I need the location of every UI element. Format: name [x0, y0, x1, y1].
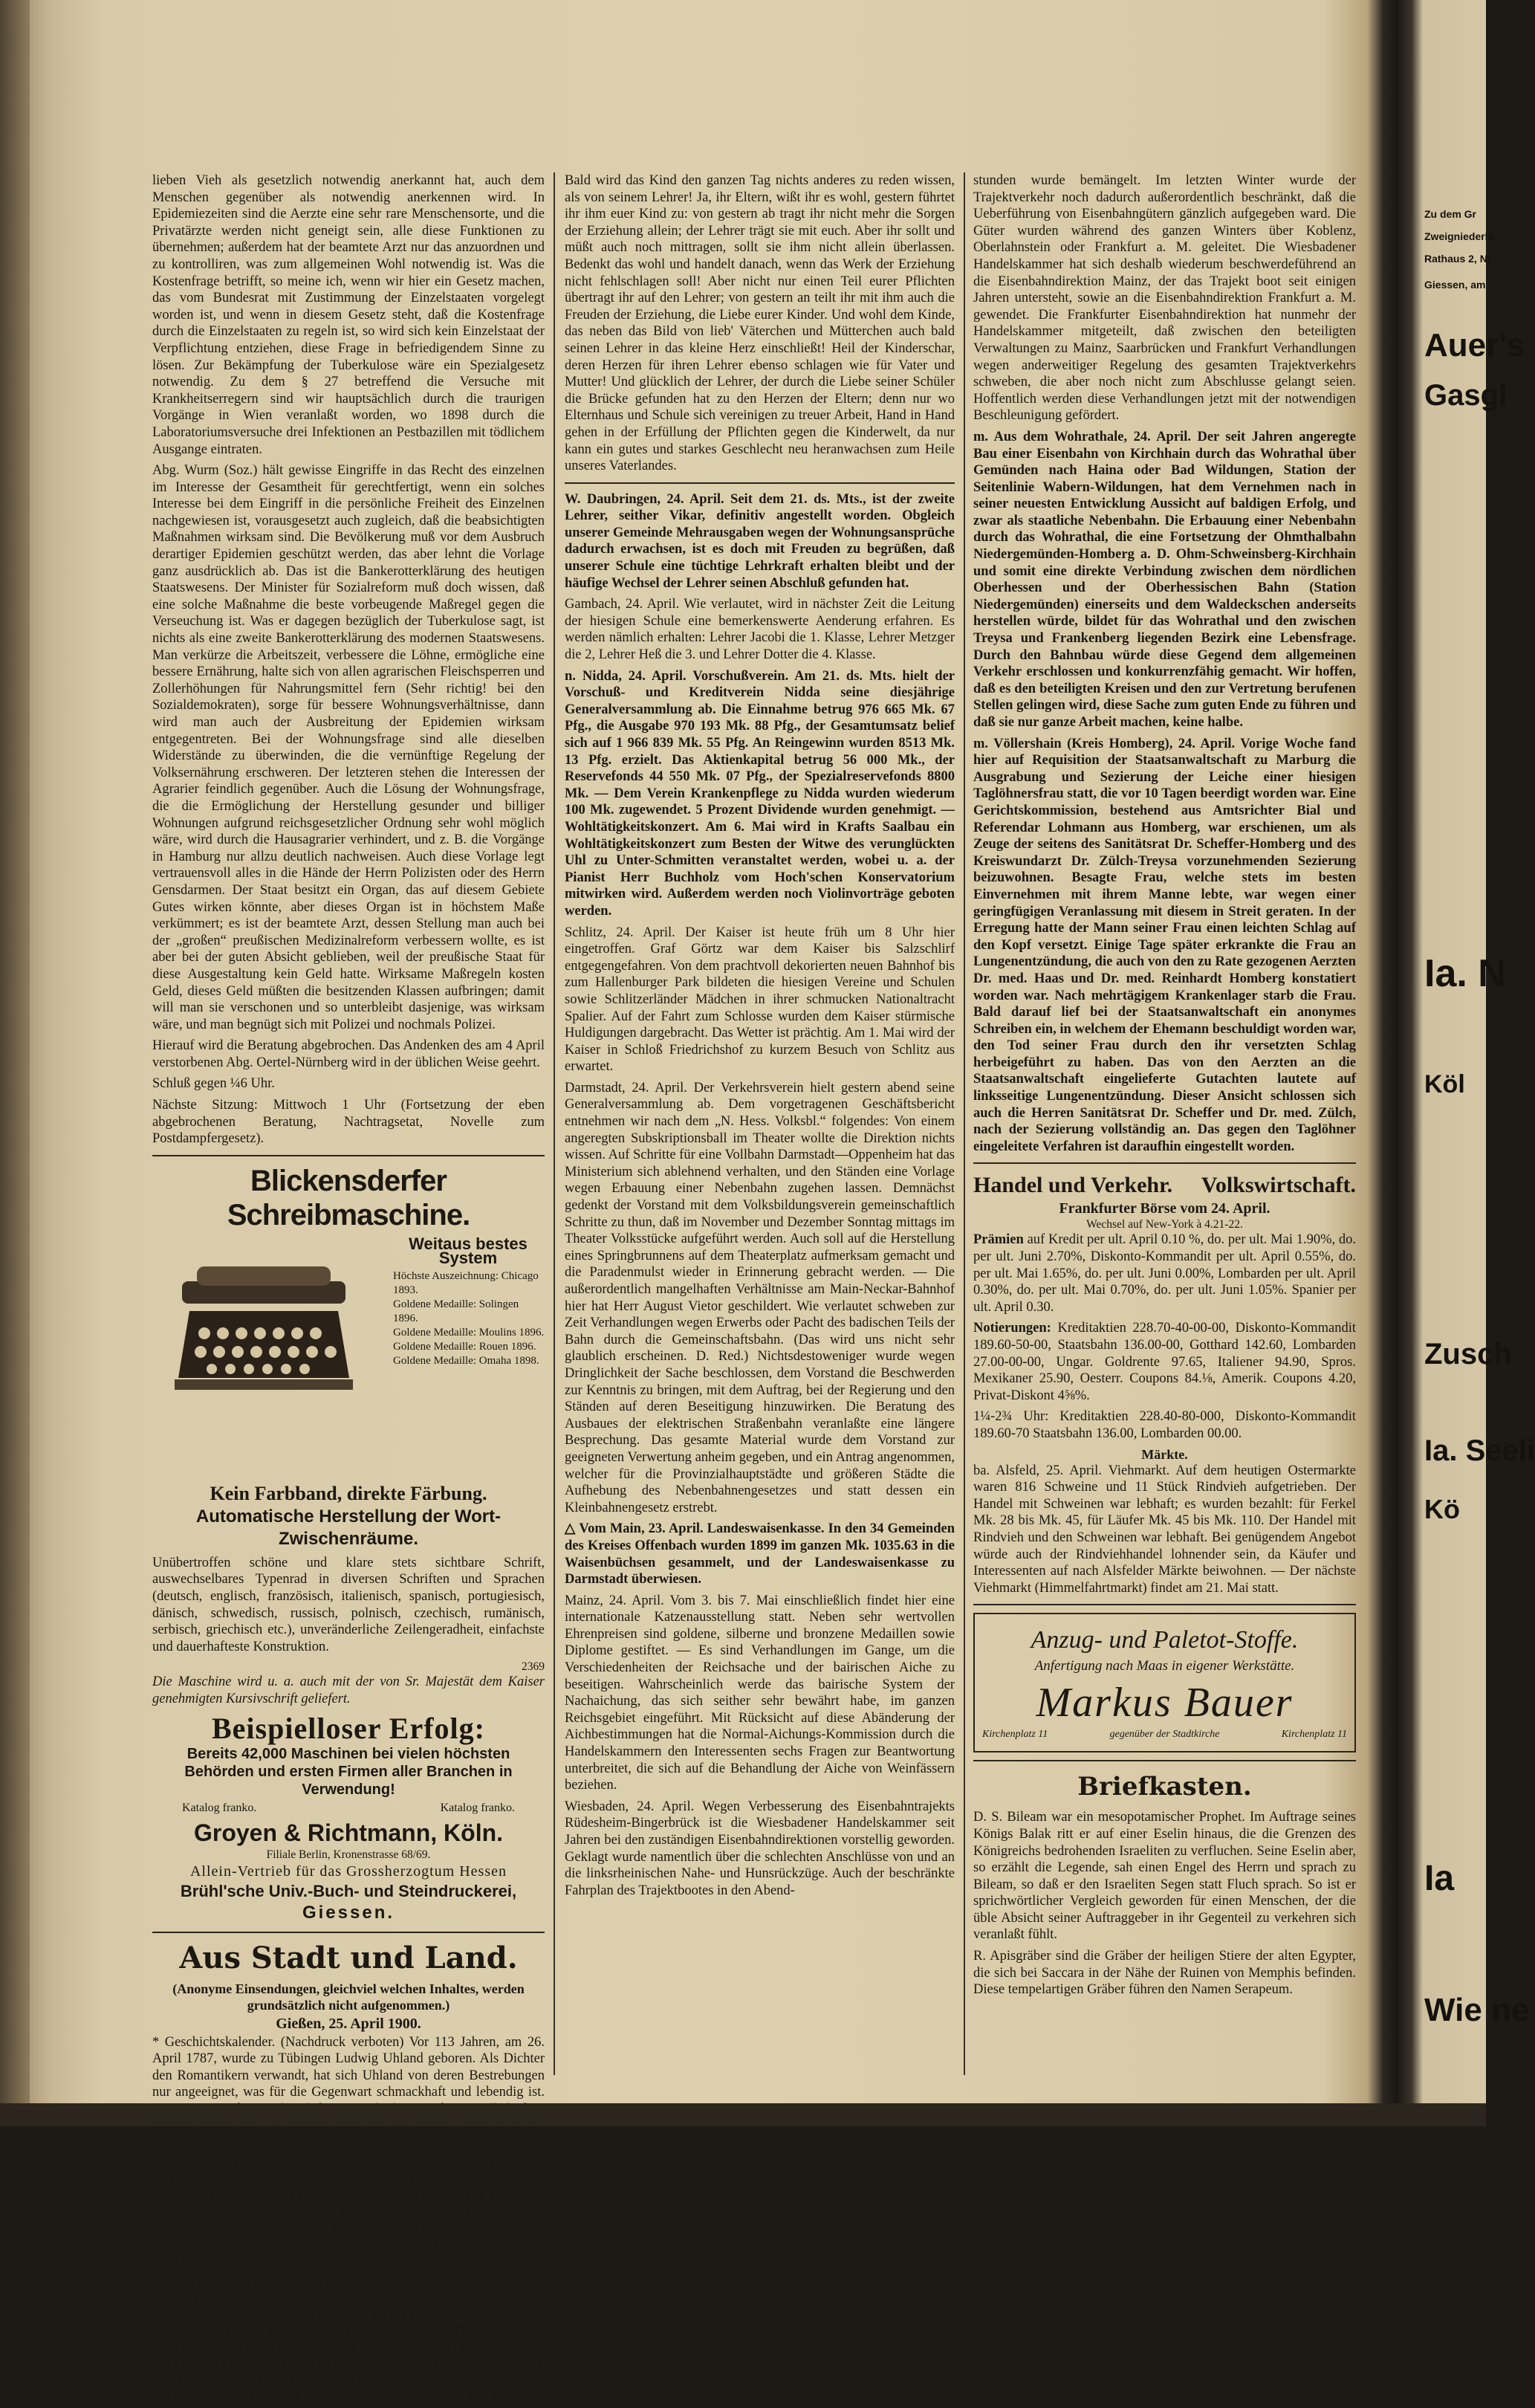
notierungen-heading: Notierungen: — [973, 1321, 1051, 1336]
ad2-name: Markus Bauer — [1036, 1680, 1294, 1726]
ad-line-farbband: Kein Farbband, direkte Färbung. — [210, 1482, 487, 1504]
advertisement-blickensderfer — [152, 1164, 545, 1924]
medal-item: Höchste Auszeichnung: Chicago 1893. — [393, 1269, 539, 1296]
edge-fragment: Köl — [1424, 1070, 1465, 1098]
section-header-handel — [973, 1171, 1356, 1200]
section-title-stadt-land: Aus Stadt und Land. — [179, 1940, 518, 1975]
ad-giessen: Giessen. — [302, 1902, 395, 1923]
ad-kaiser-note: Die Maschine wird u. a. auch mit der von Sr. Majestät dem Kaiser genehmigten Kursivschrift geliefert. — [152, 1674, 545, 1706]
ad-katalog-right: Katalog franko. — [440, 1801, 515, 1814]
article-wiesbaden: Wiesbaden, 24. April. Wegen Verbesserung des Eisenbahntrajekts Rüdesheim-Bingerbrück ist die Wiesbadener Handelskammer seit Jahren bei den zuständigen Eisenbahndirektionen vorstellig geworden. Geklagt wurde namentlich über die schlechten Anschlüsse von und an die linksrheinischen Nahe- und Hunsrückzüge. Auch der beschränkte Fahrplan des Trajektbootes in den Abend- — [565, 1799, 955, 1898]
medals-list — [390, 1234, 546, 1368]
briefkasten-answer-1: D. S. Bileam war ein mesopotamischer Prophet. Im Auftrage seines Königs Balak ritt er auf einer Eselin hinaus, die die Grenzen des Königreichs bedrohenden Israeliten zu verfluchen. Seine Eselin aber, so erzählt die Legende, sah einen Engel des Herrn und sprach zu Bileam, so daß er den Israeliten Segen statt Fluch sprach. So ist er sprichwörtlicher Vergleich geworden für einen Menschen, der die üble Absicht seiner Auftraggeber in ihr Gegenteil zu verkehren sich veranlaßt fühlt. — [973, 1810, 1356, 1943]
scan-bottom-border — [0, 2103, 1486, 2126]
ad-maschinen-count: Bereits 42,000 Maschinen bei vielen höchsten Behörden und ersten Firmen aller Branchen in Verwendung! — [184, 1745, 513, 1798]
section-dateline: Gießen, 25. April 1900. — [276, 2015, 421, 2032]
column-rule — [554, 172, 555, 2075]
maerkte-heading: Märkte. — [1141, 1446, 1188, 1462]
edge-fragment: Ia — [1424, 1859, 1455, 1898]
advertisement-markus-bauer — [973, 1613, 1356, 1752]
ad-vertrieb: Allein-Vertrieb für das Grossherzogtum Hessen — [189, 1862, 507, 1880]
edge-fragment: Kö — [1424, 1494, 1460, 1524]
edge-fragment: Auer's — [1424, 327, 1525, 363]
article-daubringen: W. Daubringen, 24. April. Seit dem 21. ds. Mts., ist der zweite Lehrer, seither Vikar, definitiv angestellt worden. Obgleich unserer Gemeinde Mehrausgaben wegen der Wohnungsansprüche dadurch erwachsen, ist es doch mit Freuden zu begrüßen, daß unserer Schule eine tüchtige Lehrkraft erhalten bleibt und der häufige Wechsel der Lehrer seinen Abschluß gefunden hat. — [565, 491, 955, 591]
wechsel-line: Wechsel auf New-York à 4.21-22. — [1086, 1218, 1243, 1231]
article-wiesbaden-continued: stunden wurde bemängelt. Im letzten Winter wurde der Trajektverkehr noch dadurch außerordentlich beschränkt, daß die Ueberführung von Eisenbahngütern gänzlich aufgegeben ward. Die Güter wurden während des ganzen Winters über Koblenz, Oberlahnstein oder Frankfurt a. M. geleitet. Die Wiesbadener Handelskammer hat sich deshalb wiederum beschwerdeführend an die Eisenbahndirektion Mainz, der das Trajekt boot seit einigen Jahren untersteht, sowie an die Eisenbahndirektion Frankfurt a. M. gewendet. Die Frankfurter Eisenbahndirektion hat nunmehr der Handelskammer mitgeteilt, daß zwischen den beteiligten Verwaltungen zu Mainz, Saarbrücken und Frankfurt Verhandlungen wegen anderweitiger Regelung des gesamten Trajektverkehrs schweben, die aber noch nicht zum Abschlusse gelangt seien. Hoffentlich werden diese Verhandlungen jetzt mit der notwendigen Beschleunigung gefördert. — [973, 173, 1356, 424]
ad-filiale: Filiale Berlin, Kronenstrasse 68/69. — [266, 1848, 431, 1861]
article-schulgang-continued: Bald wird das Kind den ganzen Tag nichts anderes zu reden wissen, als von seinem Lehrer! Ja, ihr Eltern, wißt ihr es wohl, gestern führtet ihr ihm euer Kind zu: von gestern ab tragt ihr nicht mehr die Sorgen der Erziehung allein; der Lehrer trägt sie mit euch. Aber ihr sollt und müßt auch noch mittragen, sollt sie ihm nicht allein überlassen. Bedenkt das wohl und handelt danach, wenn das Werk der Erziehung nicht fehlschlagen soll! Aber nicht nur einen Teil eurer Pflichten übertragt ihr auf den Lehrer; von gestern an teilt ihr mit ihm auch die Freuden der Erziehung, die Liebe eurer Kinder. Und wohl dem Kinde, das neben das Bild von lieb' Väterchen und Mütterchen auch bald seinen Lehrer in das kleine Herz einschließt! Heil der Kinderschar, deren Herzen für ihren Lehrer ebenso schlagen wie für Vater und Mutter! Und glücklich der Lehrer, der durch die Liebe seiner Schüler die Brücke gefunden hat zu den Herzen der Eltern; denn nur wo Elternhaus und Schule sich vereinigen zu treuer Arbeit, Hand in Hand gehen in der Erfüllung der Pflichten gegen die Kinderwelt, da nur kann ein gutes und starkes Geschlecht neu heranwachsen zum Heile unseres Vaterlandes. — [565, 173, 955, 474]
ad2-address-left: Kirchenplatz 11 — [982, 1729, 1048, 1741]
edge-fragment: Rathaus 2, Nr — [1424, 253, 1492, 265]
column-rule — [964, 172, 965, 2075]
notierungen-afternoon: 1¼-2¾ Uhr: Kreditaktien 228.40-80-000, Diskonto-Kommandit 189.60-70 Staatsbahn 136.00, Lombarden 00.00. — [973, 1409, 1356, 1441]
notierungen-text: Kreditaktien 228.70-40-00-00, Diskonto-Kommandit 189.60-50-00, Staatsbahn 136.00-00, Gotthard 142.60, Lombarden 27.00-00-00, Ungar. Goldrente 97.65, Italiener 94.90, Spros. Mexikaner 25.90, Oesterr. Coupons 84.⅛, Amerik. Coupons 4.20, Privat-Diskont 4⅝%. — [973, 1321, 1357, 1403]
ad-erfolg: Beispielloser Erfolg: — [212, 1711, 485, 1745]
edge-fragment: Zweigniederla — [1424, 230, 1494, 242]
praemien-heading: Prämien — [973, 1232, 1024, 1248]
article-paragraph-beratung: Hierauf wird die Beratung abgebrochen. Das Andenken des am 4 April verstorbenen Abg. Oertel-Nürnberg wird in der üblichen Weise geehrt. — [152, 1038, 545, 1070]
ad2-address-middle: gegenüber der Stadtkirche — [1109, 1729, 1220, 1741]
ad2-subtitle: Anfertigung nach Maas in eigener Werkstätte. — [1034, 1658, 1295, 1674]
column-middle — [565, 172, 955, 2075]
medal-item: Goldene Medaille: Rouen 1896. — [393, 1340, 536, 1353]
section-title-briefkasten: Briefkasten. — [1077, 1772, 1252, 1802]
edge-fragment: Wie ne — [1424, 1992, 1530, 2028]
section-title-handel: Handel und Verkehr. — [973, 1173, 1173, 1198]
article-gambach: Gambach, 24. April. Wie verlautet, wird in nächster Zeit die Leitung der hiesigen Schule eine bemerkenswerte Aenderung erfahren. Es werden nämlich erhalten: Lehrer Jacobi die 1. Klasse, Lehrer Metzger die 2, Lehrer Heß die 3. und Lehrer Dotter die 4. Klasse. — [565, 597, 955, 663]
article-paragraph-naechste-sitzung: Nächste Sitzung: Mittwoch 1 Uhr (Fortsetzung der eben abgebrochenen Beratung, Nachtragsetat, Novelle zum Postdampfergesetz). — [152, 1098, 545, 1147]
ad-bruehl: Brühl'sche Univ.-Buch- und Steindruckerei, — [180, 1881, 517, 1900]
article-paragraph-schluss: Schluß gegen ¼6 Uhr. — [152, 1076, 275, 1092]
ad2-address-row — [982, 1729, 1347, 1741]
praemien-text: auf Kredit per ult. April 0.10 %, do. per ult. Mai 1.90%, do. per ult. Juni 2.70%, Diskonto-Kommandit per ult. April 0.55%, do. per ult. Mai 1.65%, do. per ult. Juni 0.00%, Lombarden per ult. April 0.30%, do. per ult. Mai 0.70%, do. per ult. Juni 1.05%. Spanier per ult. April 0.30. — [973, 1232, 1357, 1315]
briefkasten-answer-2: R. Apisgräber sind die Gräber der heiligen Stiere der alten Egypter, die sich bei Saccara in der Nähe der Ruinen von Memphis befinden. Diese tempelartigen Gräber führen den Namen Serapeum. — [973, 1949, 1356, 1998]
ad-firm-name: Groyen & Richtmann, Köln. — [193, 1819, 504, 1846]
ad-code: 2369 — [522, 1660, 545, 1674]
article-schulgang: ** Des Kindes erster Schulgang! Gestern traten wieder viele kleine Erdenbürger die Reise in eine neue Welt an. Geführt von treuer Elternhand, kam der kleine Knabe, das kleine Mädchen zum erstenmale in die Schule, in das Haus, das acht lange Jahre das Ziel seiner täglichen Wanderungen bleiben soll. Mit welchen Gefühlen bange Scheu oder kindlichen Stolzes schritten die kleinen neben Vater oder Mutter einher! Wie blickten die weitgeöffneten Kinderaugen sich fragend um im Schulsaale, wo die Aufnahme stattfand, wie ruhten die Blicke forschend auf dem Antlitz des Lehrers, der sie in das neue Heim, in das Klassenzimmer führte! Der Lehrer! Das ist also der Mann, von dem die Eltern so oft gesprochen, dieses Gesichter so oft erzählt, mit dem die Kindermädchen nur so oft gedroht haben? So also sieht er aus! Ob er wohl böse ist? Gestern noch nicht! Also warten wir. Wie bald aber wird das Füßchen nicht schnell genug zu ihm trippeln, das Händchen nicht schnell genug sich ihm entgegenstrecken können! — [152, 2156, 545, 2407]
divider — [152, 1932, 545, 1933]
edge-fragment: Zu dem Gr — [1424, 208, 1477, 220]
divider — [565, 482, 955, 484]
boerse-heading: Frankfurter Börse vom 24. April. — [1059, 1200, 1270, 1217]
article-paragraph-wurm: Abg. Wurm (Soz.) hält gewisse Eingriffe in das Recht des einzelnen im Interesse der Gesamtheit für gerechtfertigt, wenn ein solches Interesse bei dem Eingriff in die persönliche Freiheit des Einzelnen nachgewiesen ist, vorausgesetzt auch zugleich, daß die beabsichtigten Maßnahmen wirksam sind. Die Bevölkerung muß vor dem Ausbruch derartiger Epidemien geschützt werden, das aber lehnt die Vorlage ganz ausdrücklich ab. Das ist die Bankerotterklärung des heutigen Staatswesens. Der Minister für Sozialreform muß doch wissen, daß eine solche Maßnahme die beste vorbeugende Maßregel gegen die Verseuchung ist. Was er dagegen bezüglich der Tuberkulose sagt, ist nichts als eine zweite Bankerotterklärung des modernen Staatswesens. Man verkürze die Arbeitszeit, verbessere die Löhne, ermögliche eine bessere Ernährung, halte sich von allen agrarischen Fleischsperren und Zollerhöhungen für Nahrungsmittel fern (Sehr richtig! bei den Sozialdemokraten), sorge für bessere Wohnungsverhältnisse, dann wird man auch der Ausbreitung der Epidemien wirksam entgegentreten. Bei der Wohnungsfrage sind alle dieselben Widerstände zu überwinden, die die vernünftige Regelung der Volksernährung erschweren. Der letzteren stehen die Interessen der Agrarier feindlich gegenüber. Auch die Lösung der Wohnungsfrage, die die Ermöglichung der Herstellung gesunder und billiger Wohnungen aufgrund reichsgesetzlicher Ordnung sehr wohl möglich wäre, wird durch die Hausagrarier verhindert, und z. B. die Vorgänge in Hamburg nur allzu deutlich nachweisen. Auch diese Vorlage legt vertrauensvoll alles in die Hände der Herrn Polizisten oder des Herrn Gensdarmen. Der Staat besitzt ein Organ, das auf diesem Gebiete Gutes wirken könnte, aber dieses Organ ist in höchstem Maße verkümmert; es ist der beamtete Arzt, dessen Stellung man auch bei der „großen“ preußischen Medizinalreform verbessern wollte, es ist aber bei der guten Absicht geblieben, weil der preußische Staat für diese Ausgestaltung kein Geld hatte. Wirksame Maßregeln kosten Geld, dieses Geld müßten die besitzenden Klassen aufbringen; damit will man sie verschonen und so unterbleibt dasjenige, was wirksam wäre, und man begnügt sich mit Polizei und nochmals Polizei. — [152, 463, 545, 1032]
article-geschichtskalender: * Geschichtskalender. (Nachdruck verboten) Vor 113 Jahren, am 26. April 1787, wurde zu Tübingen Ludwig Uhland geboren. Als Dichter den Romantikern verwandt, hat sich Uhland von deren Bestrebungen nur angeeignet, was für die Gegenwart schmackhaft und lebendig ist. Vaterstadt. — [152, 2034, 545, 2151]
article-reichstag-continued: lieben Vieh als gesetzlich notwendig anerkannt hat, auch dem Menschen gegenüber als notwendig anerkennen wird. In Epidemiezeiten sind die Aerzte eine sehr rare Menschensorte, und die Privatärzte werden nicht geneigt sein, alle diese Funktionen zu übernehmen; außerdem hat der beamtete Arzt nur das anzuordnen und zu kontrolliren, was zum allgemeinen Wohl notwendig ist. Was die Kostenfrage betrifft, so meine ich, wenn wir hier ein Gesetz machen, das vom Bundesrat mit Zustimmung der Einzelstaaten vorgelegt worden ist, und wenn in diesem Gesetz steht, daß die Kostenfrage durch die Einzelstaaten zu regeln ist, so wird sich kein Einzelstaat der Verpflichtung entziehen, diese Frage in befriedigendem Sinne zu lösen. Zur Bekämpfung der Tuberkulose wäre ein Spezialgesetz notwendig. Zu dem § 27 betreffend die Versuche mit Krankheitserregern sind wir hauptsächlich durch die traurigen Vorgänge in Wien veranlaßt worden, wo 1898 durch die Laboratoriumsversuche drei Infektionen an Pestbazillen mit tödlichem Ausgange eintraten. — [152, 173, 545, 457]
medal-item: Goldene Medaille: Solingen 1896. — [393, 1298, 519, 1324]
book-gutter-left — [0, 0, 30, 2126]
edge-fragment: Gasgl — [1424, 379, 1508, 412]
divider — [973, 1162, 1356, 1164]
article-nidda: n. Nidda, 24. April. Vorschußverein. Am 21. ds. Mts. hielt der Vorschuß- und Kreditverein Nidda seine diesjährige Generalversammlung ab. Die Einnahme betrug 976 665 Mk. 67 Pfg., die Ausgabe 970 193 Mk. 88 Pfg., der Gesamtumsatz belief sich auf 1 966 839 Mk. 55 Pfg. An Reingewinn wurden 8513 Mk. 13 Pfg. erzielt. Das Aktienkapital betrug 56 000 Mk., der Reservefonds 44 550 Mk. 07 Pfg., der Spezialreservefonds 8800 Mk. — Dem Verein Krankenpflege zu Nidda wurden wiederum 100 Mk. zugewendet. 5 Prozent Dividende wurden genehmigt. — Wohltätigkeitskonzert. Am 6. Mai wird in Krafts Saalbau ein Wohltätigkeitskonzert zum Besten der Witwe des verunglückten Uhl zu Unter-Schmitten veranstaltet werden, wobei u. a. der Pianist Herr Buchholz vom Hoch'schen Konservatorium mitwirken wird. Außerdem werden noch Violinvorträge geboten werden. — [565, 668, 955, 919]
medal-item: Goldene Medaille: Moulins 1896. — [393, 1326, 545, 1339]
column-right — [973, 172, 1356, 2075]
article-vom-main: △ Vom Main, 23. April. Landeswaisenkasse. In den 34 Gemeinden des Kreises Offenbach wurden 1899 im ganzen Mk. 1035.63 in die Waisenbüchsen gesammelt, und der Landeswaisenkasse zu Darmstadt überwiesen. — [565, 1521, 955, 1587]
ad-line-automatic: Automatische Herstellung der Wort-Zwischenräume. — [195, 1506, 502, 1549]
typewriter-illustration — [167, 1252, 360, 1415]
section-note: (Anonyme Einsendungen, gleichviel welchen Inhaltes, werden grundsätzlich nicht aufgenommen.) — [172, 1981, 525, 2013]
praemien-block — [973, 1231, 1356, 1315]
medal-item: Goldene Medaille: Omaha 1898. — [393, 1354, 539, 1367]
maerkte-text: ba. Alsfeld, 25. April. Viehmarkt. Auf dem heutigen Ostermarkte waren 816 Schweine und 11 Stück Rindvieh aufgetrieben. Der Handel mit Schweinen war lebhaft; es wurden bezahlt: für Ferkel Mk. 28 bis Mk. 45, für Läufer Mk. 45 bis Mk. 110. Der Handel mit Rindvieh und den Schweinen war lebhaft. Bei genügendem Angebot würde auch der Rindviehhandel lohnender sein, da Käufer und Interessenten auf nach Alsfelder Märkte beiwohnen. — Der nächste Viehmarkt (Himmelfahrtmarkt) findet am 21. Mai statt. — [973, 1463, 1356, 1596]
edge-fragment: Ia. Seeli — [1424, 1434, 1535, 1467]
divider — [152, 1155, 545, 1156]
article-voellershain: m. Völlershain (Kreis Homberg), 24. April. Vorige Woche fand hier auf Requisition der Staatsanwaltschaft zu Marburg die Ausgrabung und Sezierung der Leiche einer hiesigen Taglöhnersfrau statt, die vor 10 Tagen beerdigt worden war. Eine Gerichtskommission, bestehend aus Amtsrichter Bial und Referendar Lohmann aus Homberg, war erschienen, um als Zeuge der seitens des Sanitätsrat Dr. Scheffer-Homberg und des Kreiswundarzt Dr. Zülch-Treysa vorzunehmenden Sezierung beizuwohnen. Besagte Frau, welche stets im besten Einvernehmen mit ihrem Manne lebte, war wegen einer geringfügigen Veranlassung mit diesem in Streit geraten. In der Erregung hatte der Mann seiner Frau einen leichten Schlag auf den Kopf versetzt. Einige Tage später erkrankte die Frau an Lungenentzündung, die auch von den zu Rate gezogenen Aerzten Dr. med. Haas und Dr. med. Reinhardt Homberg konstatiert worden war. Nach mehrtägigem Krankenlager starb die Frau. Bald darauf lief bei der Staatsanwaltschaft ein anonymes Schreiben ein, in welchem der Ehemann beschuldigt worden war, den Tod seiner Frau durch den ihr versetzten Schlag herbeigeführt zu haben. Das von den Aerzten an die Staatsanwaltschaft eingelieferte Gutachten lautete auf linksseitige Lungenentzündung. Dieser Ansicht schlossen sich auch die Herren Sanitätsrat Dr. Scheffer und Dr. med. Zülch, nach der Sezierung vollständig an. Das gegen den Taglöhner eingeleitete Verfahren ist daraufhin eingestellt worden. — [973, 736, 1356, 1154]
ad2-title: Anzug- und Paletot-Stoffe. — [1031, 1626, 1299, 1654]
section-title-volkswirtschaft: Volkswirtschaft. — [1201, 1173, 1356, 1198]
ad2-address-right: Kirchenplatz 11 — [1281, 1729, 1347, 1741]
article-darmstadt: Darmstadt, 24. April. Der Verkehrsverein hielt gestern abend seine Generalversammlung ab. Dem vorgetragenen Geschäftsbericht entnehmen wir nach dem „N. Hess. Volksbl.“ folgendes: Von einem angeregten Subskriptionsball im Theater wollte die Direktion nichts wissen. Auf Schritte für eine Vollbahn Darmstadt—Oppenheim hat das Ministerium sich ablehnend verhalten, und den Ständen eine Vorlage wegen Erbauung einer Nebenbahn zugehen lassen. Demnächst gedenkt der Vorstand mit dem Volksbildungsverein gemeinschaftlich Schritte zu thun, daß im November und Dezember Sonntag mittags im Theater Volksstücke aufgeführt werden. Auch soll auf die Herstellung eines Springbrunnens auf dem Theaterplatz aufmerksam gemacht und die Paradenmulst wieder in Erinnerung gebracht werden. — Die außerordentlich mangelhaften Verhältnisse am Main-Neckar-Bahnhof hier hat Herr August Vietor geschildert. Wie verlautet schweben zur Zeit Verhandlungen wegen Erwerbs oder Pacht des badischen Teils der Bahn durch die Gemeinschaftsbahn. (Das wird uns nicht sehr glaublich erscheinen. D. Red.) Nichtsdestoweniger wurde wegen Dringlichkeit der Sache beschlossen, dem Vorstand die Beschwerden zur Kenntnis zu bringen, mit dem Auftrag, bei der Regierung und den Ständen auf deren Beseitigung hinzuwirken. Die Beratung des Ausbaues der elektrischen Straßenbahn veranlaßte eine längere Besprechung. Das gesamte Material wurde dem Vorstand zur geeigneten Verwertung anheim gegeben, und ein Antrag angenommen, welcher für die Provinzialhauptstädte und größeren Städte die Aufhebung des Nebenbahnengesetzes und statt dessen ein Kleinbahnengesetz erstrebt. — [565, 1080, 955, 1515]
divider — [973, 1604, 1356, 1605]
column-left — [152, 172, 545, 2407]
ad-title: Blickensderfer Schreibmaschine. — [227, 1164, 470, 1231]
article-wohrathale: m. Aus dem Wohrathale, 24. April. Der seit Jahren angeregte Bau einer Eisenbahn von Kirchhain durch das Wohrathal über Gemünden nach Haina oder Bad Wildungen, Station der Seitenlinie Wabern-Wildungen, hat dem Vernehmen nach in seiner neuesten Entwicklung Aussicht auf baldigen Erfolg, und zwar als staatliche Nebenbahn. Die Erbauung einer Nebenbahn durch das Wohrathal, die eine Fortsetzung der Ohmthalbahn Niedergemünden-Homberg a. D. Ohm-Schweinsberg-Kirchhain und somit eine direkte Verbindung zwischen dem nördlichen Oberhessen und der Oberhessischen Bahn (Station Niedergemünden) einerseits und dem Waldeckschen anderseits herstellen würde, bildet für das Wohrathal und den zwischen Treysa und Frankenberg liegenden Bezirk eine Lebensfrage. Durch den Bahnbau würde diese Gegend dem allgemeinen Verkehr erschlossen und konkurrenzfähig gemacht. Wir hoffen, daß es den beteiligten Kreisen und den zur Vertretung berufenen Stellen gelingen wird, diese Sache zum guten Ende zu führen und daß sie nur ganze Arbeit machen, keine halbe. — [973, 429, 1356, 730]
article-schlitz: Schlitz, 24. April. Der Kaiser ist heute früh um 8 Uhr hier eingetroffen. Graf Görtz war dem Kaiser bis Salzschlirf entgegengefahren. Von dem prachtvoll dekorierten neuen Bahnhof bis zum Hallenburger Park bildeten die hiesigen Vereine und Schulen sowie Schlitzerländer Mädchen in ihrer schmucken Nationaltracht Spalier. Auf der Fahrt zum Schlosse wurden dem Kaiser stürmische Huldigungen dargebracht. Das Wetter ist prächtig. Am 1. Mai wird der Kaiser in Schloß Friedrichshof zu kurzem Besuch von Schlitz aus erwartet. — [565, 925, 955, 1075]
ad-body — [152, 1234, 545, 1482]
ad-katalog-row — [152, 1799, 545, 1818]
edge-fragment: Giessen, am — [1424, 279, 1486, 291]
ad-system-claim: Weitaus bestes System — [409, 1234, 528, 1267]
edge-fragment: Ia. N — [1424, 952, 1506, 995]
article-mainz: Mainz, 24. April. Vom 3. bis 7. Mai einschließlich findet hier eine internationale Katzenausstellung statt. Neben sehr wertvollen Ehrenpreisen sind goldene, silberne und bronzene Medaillen sowie Diplome gestiftet. — Es sind Verhandlungen im Gange, um die Verschiedenheiten der Reichsache und der bairischen Aiche zu beseitigen. Wahrscheinlich werde das bairische System der Nachaichung, das sich seither sehr bewährt habe, im ganzen Reichsgebiet eingeführt. Mit Rücksicht auf diese Abänderung der Aichbestimmungen hat die Normal-Aichungs-Kommission durch die Handelskammern den Interessenten sechs Fragen zur Beantwortung unterbreitet, die sich auf die Behandlung der Aiche von Weinfässern beziehen. — [565, 1593, 955, 1793]
ad-description: Unübertroffen schöne und klare stets sichtbare Schrift, auswechselbares Typenrad in diversen Schriften und Sprachen (deutsch, englisch, französisch, italienisch, spanisch, portugiesisch, dänisch, schwedisch, russisch, polnisch, czechisch, rumänisch, serbisch, griechisch etc.), unveränderliche Zeilengeradheit, einfachste und dauerhafteste Konstruktion. — [152, 1555, 545, 1654]
ad-katalog-left: Katalog franko. — [182, 1801, 257, 1814]
notierungen-block — [973, 1320, 1356, 1404]
divider — [973, 1760, 1356, 1761]
edge-fragment: Zusch — [1424, 1338, 1512, 1370]
